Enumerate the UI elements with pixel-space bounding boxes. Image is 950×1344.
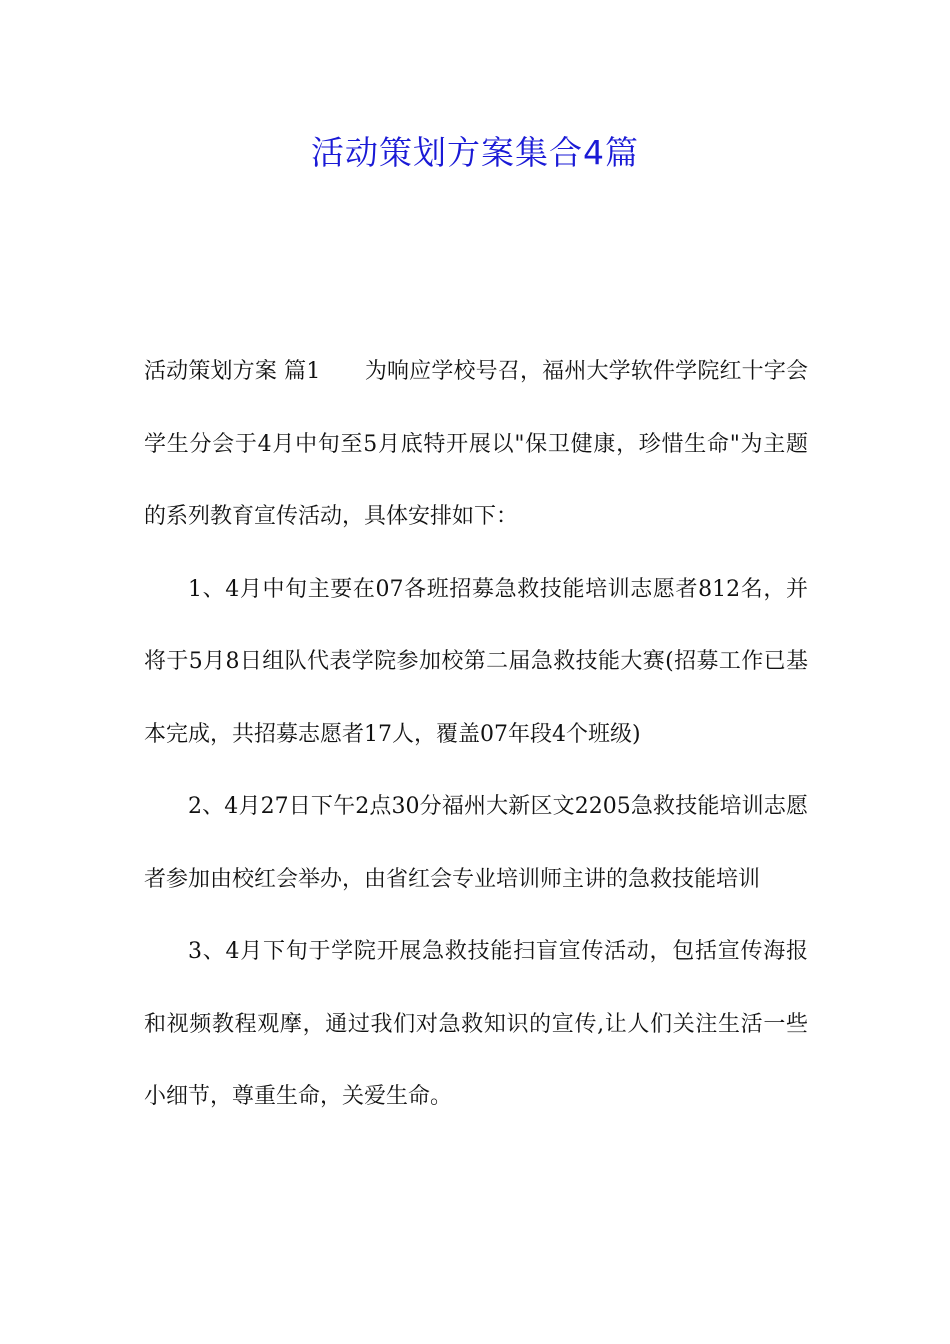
paragraph-item-3: 3、4月下旬于学院开展急救技能扫盲宣传活动，包括宣传海报和视频教程观摩，通过我们对急救知识的宣传,让人们关注生活一些小细节，尊重生命，关爱生命。 <box>144 939 808 1109</box>
document-body <box>144 336 808 1134</box>
paragraph-item-1: 1、4月中旬主要在07各班招募急救技能培训志愿者812名，并将于5月8日组队代表学院参加校第二届急救技能大赛(招募工作已基本完成，共招募志愿者17人，覆盖07年段4个班级) <box>144 576 808 747</box>
paragraph-item-2: 2、4月27日下午2点30分福州大新区文2205急救技能培训志愿者参加由校红会举办，由省红会专业培训师主讲的急救技能培训 <box>144 794 808 892</box>
paragraph-intro: 活动策划方案 篇1 为响应学校号召，福州大学软件学院红十字会学生分会于4月中旬至5月底特开展以"保卫健康，珍惜生命"为主题的系列教育宣传活动，具体安排如下： <box>144 359 808 529</box>
document-title: 活动策划方案集合4篇 <box>311 133 639 172</box>
